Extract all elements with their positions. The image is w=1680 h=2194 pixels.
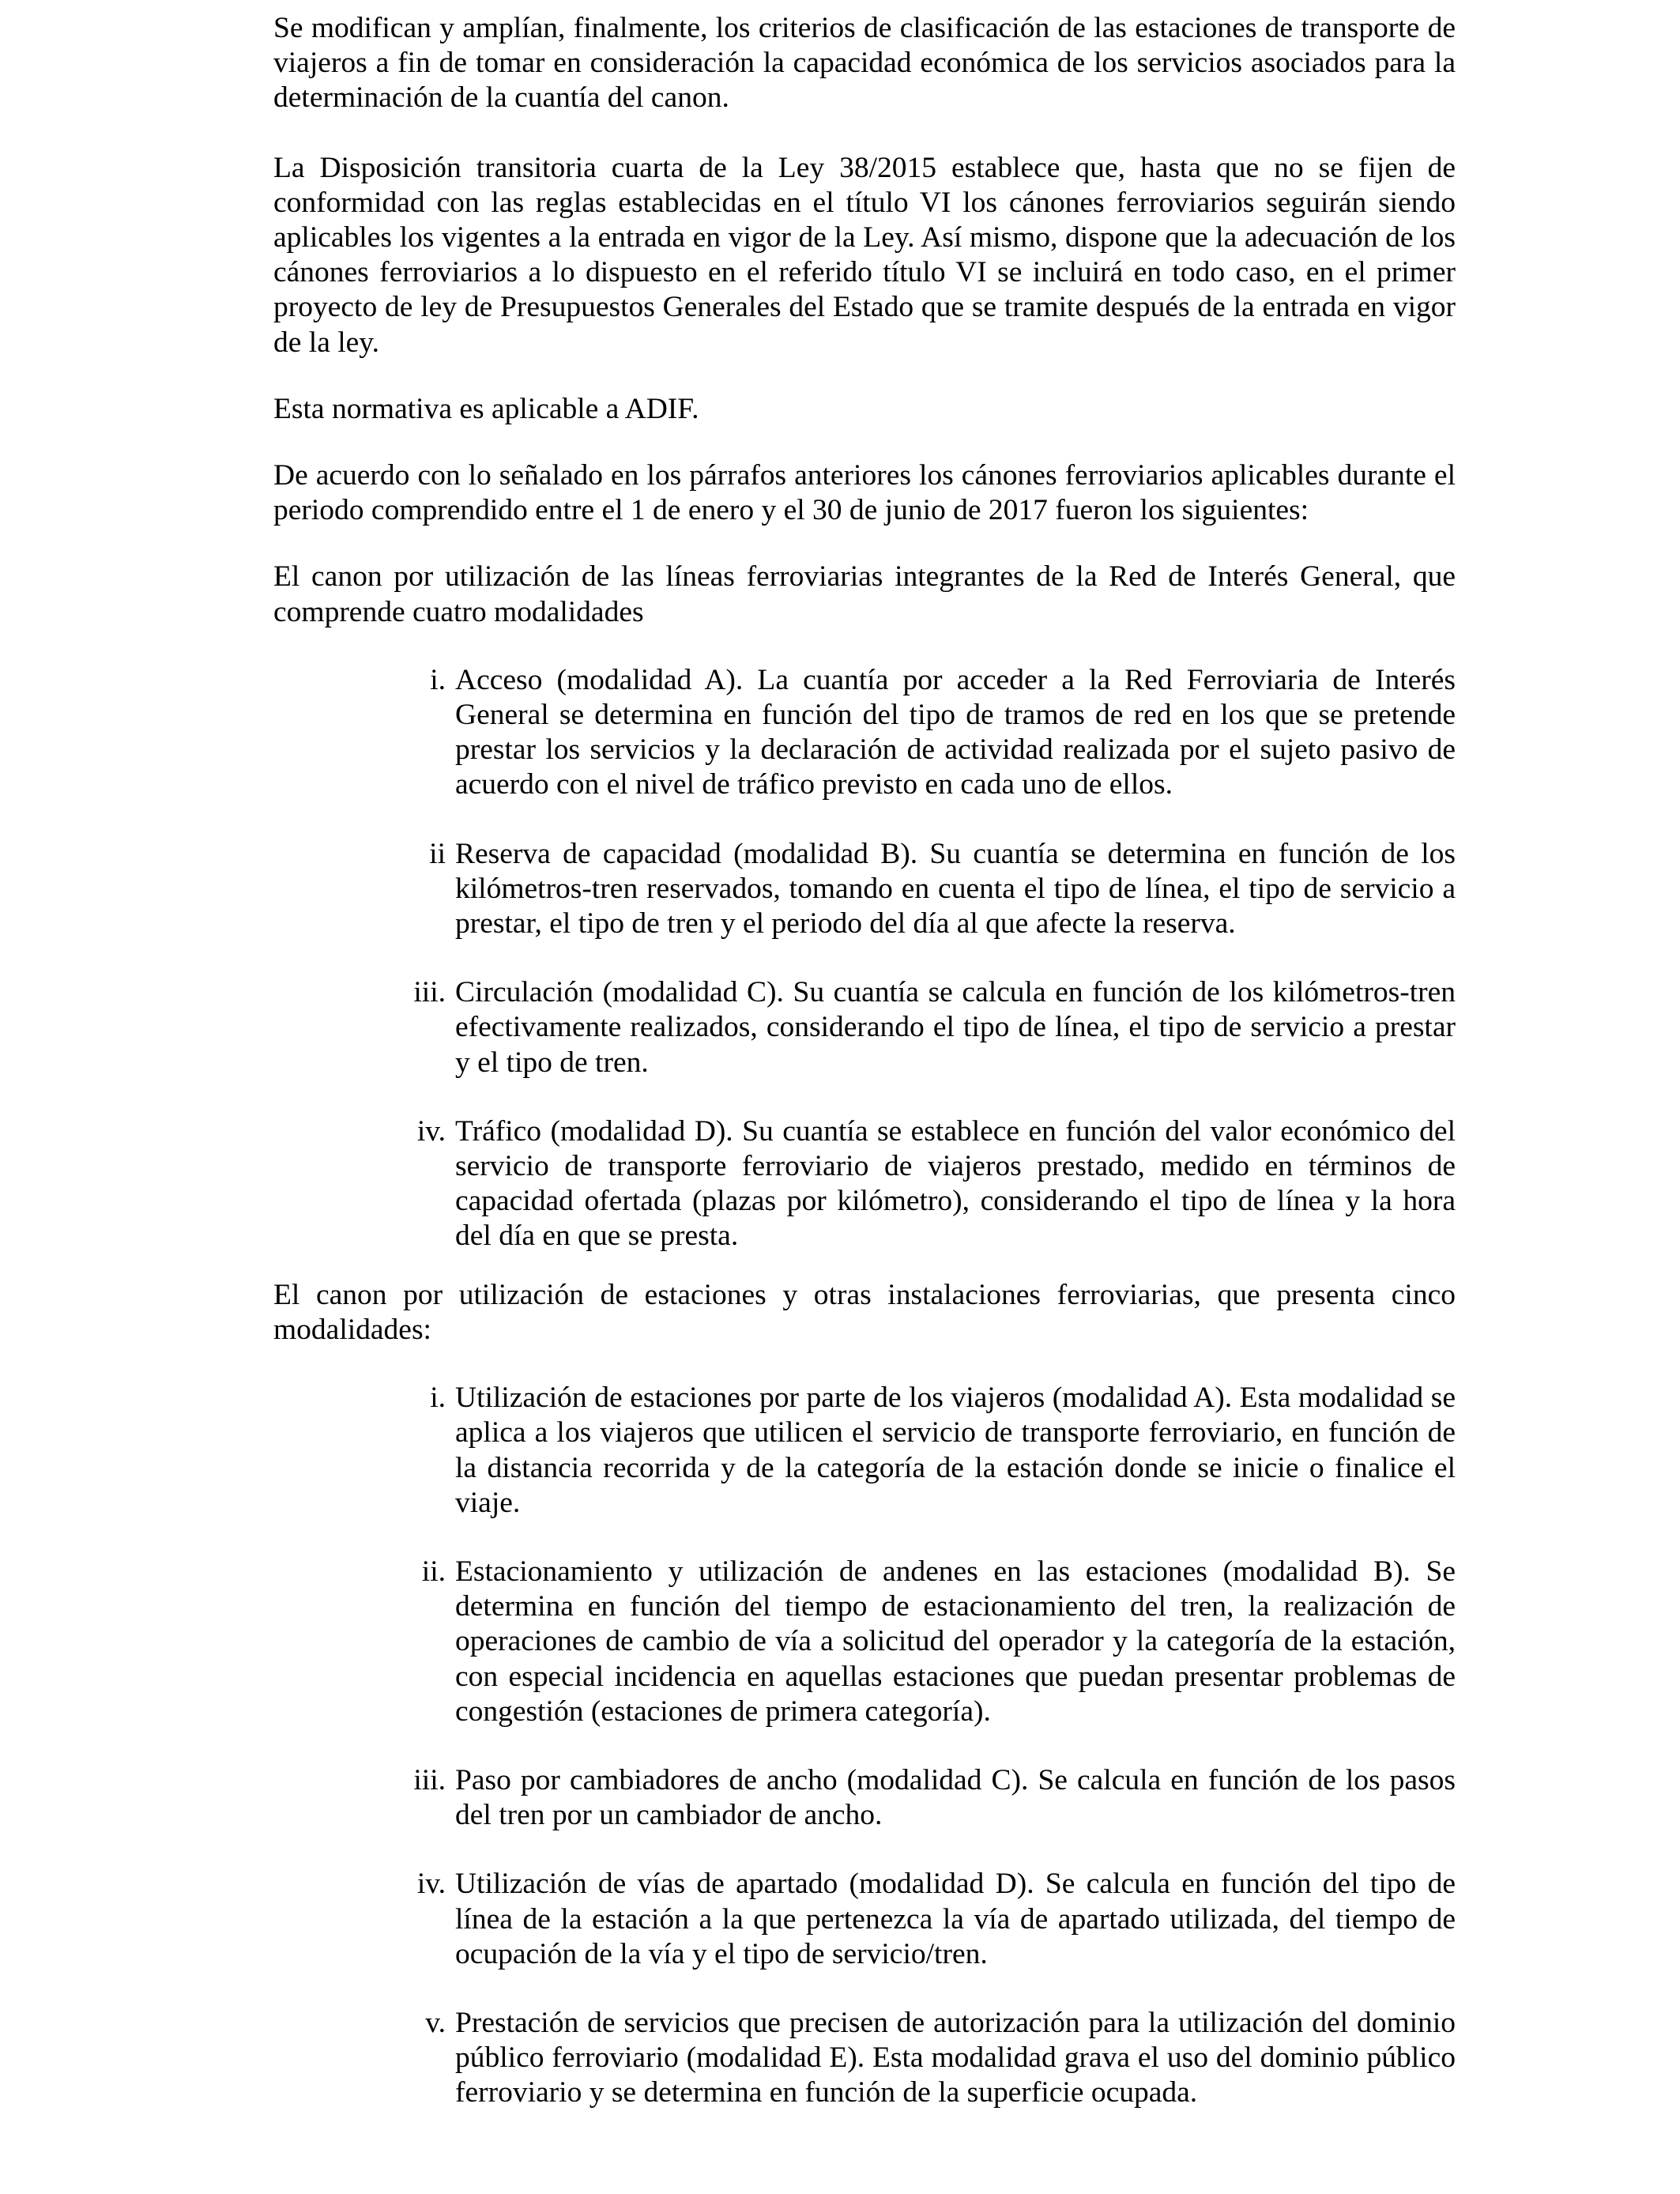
list-item	[273, 1381, 1456, 1521]
list-item-text: Tráfico (modalidad D). Su cuantía se establece en función del valor económico del servicio de transporte ferroviario de viajeros prestado, medido en términos de capacidad ofertada (plazas por kilómetro), considerando el tipo de línea y la hora del día en que se presta.	[455, 1114, 1456, 1253]
paragraph-normativa-adif: Esta normativa es aplicable a ADIF.	[273, 392, 699, 425]
paragraph-canon-lineas: El canon por utilización de las líneas ferroviarias integrantes de la Red de Interés General, que comprende cuatro modalidades	[273, 560, 1456, 628]
list-marker: iv.	[416, 1868, 446, 1901]
paragraph-criterios: Se modifican y amplían, finalmente, los criterios de clasificación de las estaciones de transporte de viajeros a fin de tomar en consideración la capacidad económica de los servicios asociados para la determinación de la cuantía del canon.	[273, 12, 1456, 115]
list-modalidades-lineas	[273, 663, 1456, 1254]
list-item	[273, 837, 1456, 942]
list-item	[273, 975, 1456, 1080]
paragraph-canones-aplicables: De acuerdo con lo señalado en los párrafos anteriores los cánones ferroviarios aplicables durante el periodo comprendido entre el 1 de enero y el 30 de junio de 2017 fueron los siguientes:	[273, 459, 1456, 527]
list-item-text: Prestación de servicios que precisen de autorización para la utilización del dominio público ferroviario (modalidad E). Esta modalidad grava el uso del dominio público ferroviario y se determina en función de la superficie ocupada.	[455, 2006, 1456, 2109]
list-item-text: Estacionamiento y utilización de andenes en las estaciones (modalidad B). Se determina en función del tiempo de estacionamiento del tren, la realización de operaciones de cambio de vía a solicitud del operador y la categoría de la estación, con especial incidencia en aquellas estaciones que puedan presentar problemas de congestión (estaciones de primera categoría).	[455, 1555, 1456, 1728]
list-item-text: Circulación (modalidad C). Su cuantía se calcula en función de los kilómetros-tren efectivamente realizados, considerando el tipo de línea, el tipo de servicio a prestar y el tipo de tren.	[455, 976, 1456, 1079]
list-marker: v.	[425, 2006, 446, 2039]
list-marker: iii.	[413, 1763, 446, 1796]
list-modalidades-estaciones	[273, 1381, 1456, 2110]
list-item-text: Reserva de capacidad (modalidad B). Su cuantía se determina en función de los kilómetros-tren reservados, tomando en cuenta el tipo de línea, el tipo de servicio a prestar, el tipo de tren y el periodo del día al que afecte la reserva.	[455, 837, 1456, 941]
list-marker: i.	[430, 1382, 446, 1415]
list-marker: iii.	[413, 976, 446, 1009]
list-item	[273, 1763, 1456, 1833]
list-item	[273, 663, 1456, 803]
list-item-text: Utilización de vías de apartado (modalidad D). Se calcula en función del tipo de línea de la estación a la que pertenezca la vía de apartado utilizada, del tiempo de ocupación de la vía y el tipo de servicio/tren.	[455, 1868, 1456, 1970]
list-item	[273, 2006, 1456, 2111]
list-marker: iv.	[416, 1114, 446, 1148]
document-page	[273, 11, 1456, 2111]
list-marker: ii.	[421, 1555, 446, 1588]
list-marker: i.	[430, 663, 446, 696]
list-item-text: Utilización de estaciones por parte de los viajeros (modalidad A). Esta modalidad se aplica a los viajeros que utilicen el servicio de transporte ferroviario, en función de la distancia recorrida y de la categoría de la estación donde se inicie o finalice el viaje.	[455, 1382, 1456, 1519]
paragraph-disposicion-transitoria: La Disposición transitoria cuarta de la Ley 38/2015 establece que, hasta que no se fijen de conformidad con las reglas establecidas en el título VI los cánones ferroviarios seguirán siendo aplicables los vigentes a la entrada en vigor de la Ley. Así mismo, dispone que la adecuación de los cánones ferroviarios a lo dispuesto en el referido título VI se incluirá en todo caso, en el primer proyecto de ley de Presupuestos Generales del Estado que se tramite después de la entrada en vigor de la ley.	[273, 151, 1456, 359]
list-item	[273, 1114, 1456, 1254]
list-marker: ii	[429, 837, 446, 870]
list-item-text: Acceso (modalidad A). La cuantía por acceder a la Red Ferroviaria de Interés General se determina en función del tipo de tramos de red en los que se pretende prestar los servicios y la declaración de actividad realizada por el sujeto pasivo de acuerdo con el nivel de tráfico previsto en cada uno de ellos.	[455, 663, 1456, 801]
list-item	[273, 1555, 1456, 1729]
paragraph-canon-estaciones: El canon por utilización de estaciones y otras instalaciones ferroviarias, que presenta cinco modalidades:	[273, 1278, 1456, 1346]
list-item-text: Paso por cambiadores de ancho (modalidad C). Se calcula en función de los pasos del tren por un cambiador de ancho.	[455, 1763, 1456, 1832]
list-item	[273, 1867, 1456, 1972]
